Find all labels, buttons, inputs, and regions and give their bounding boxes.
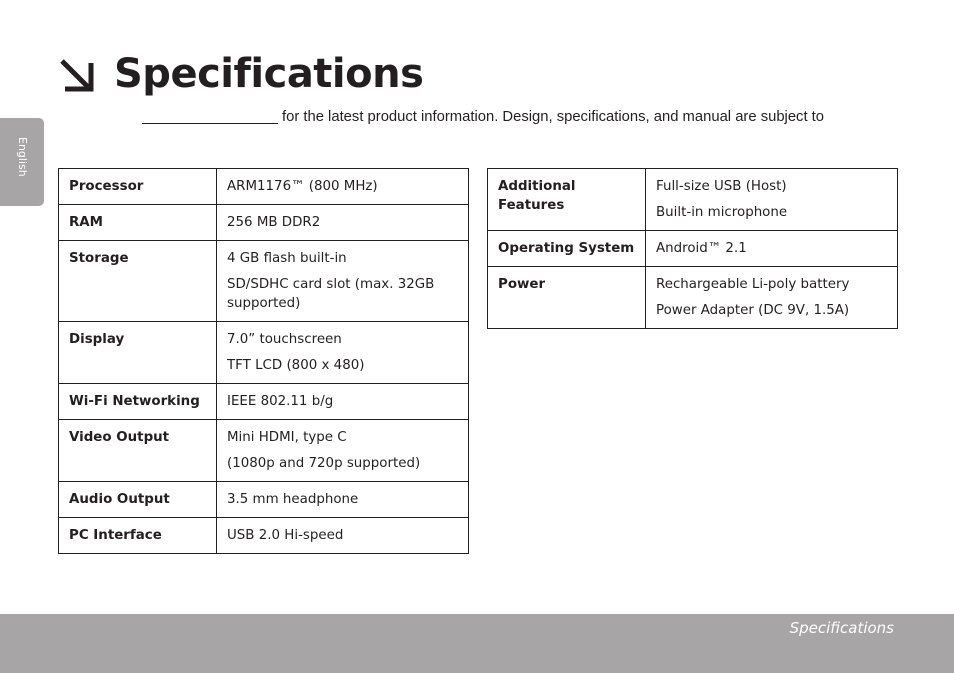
blank-underline (142, 123, 278, 124)
spec-value-line: Full-size USB (Host) (656, 179, 787, 194)
spec-row (488, 267, 898, 329)
spec-value-line: 7.0” touchscreen (227, 332, 342, 347)
spec-label: Power (488, 267, 646, 329)
spec-value-line: USB 2.0 Hi-speed (227, 528, 344, 543)
spec-value-line: ARM1176™ (800 MHz) (227, 179, 378, 194)
spec-label: Video Output (59, 420, 217, 482)
spec-value (217, 518, 469, 554)
spec-row (59, 518, 469, 554)
spec-row (59, 241, 469, 322)
spec-value-line: Mini HDMI, type C (227, 430, 347, 445)
spec-label: Audio Output (59, 482, 217, 518)
spec-row (59, 420, 469, 482)
footer-section-label: Specifications (789, 619, 894, 637)
spec-value (646, 267, 898, 329)
spec-label: Storage (59, 241, 217, 322)
spec-label: Operating System (488, 231, 646, 267)
spec-table-left (58, 168, 469, 554)
spec-value (217, 205, 469, 241)
spec-value (217, 420, 469, 482)
spec-row (59, 205, 469, 241)
language-side-tab (0, 118, 44, 206)
spec-value (217, 384, 469, 420)
spec-row (59, 384, 469, 420)
spec-value-line: 3.5 mm headphone (227, 492, 359, 507)
spec-value-line: TFT LCD (800 x 480) (227, 358, 365, 373)
spec-value-line: 256 MB DDR2 (227, 215, 321, 230)
spec-value (646, 169, 898, 231)
spec-row (59, 482, 469, 518)
spec-value (646, 231, 898, 267)
spec-label: Processor (59, 169, 217, 205)
spec-label: RAM (59, 205, 217, 241)
spec-label: Additional Features (488, 169, 646, 231)
spec-row (488, 169, 898, 231)
spec-value-line: Built-in microphone (656, 205, 788, 220)
spec-value (217, 322, 469, 384)
spec-row (59, 169, 469, 205)
spec-label: Wi-Fi Networking (59, 384, 217, 420)
side-tab-label: English (16, 137, 29, 177)
spec-value-line: 4 GB flash built-in (227, 251, 347, 266)
spec-label: PC Interface (59, 518, 217, 554)
spec-value-line: Android™ 2.1 (656, 241, 747, 256)
spec-row (59, 322, 469, 384)
spec-row (488, 231, 898, 267)
spec-value-line: Rechargeable Li-poly battery (656, 277, 850, 292)
spec-value (217, 482, 469, 518)
spec-value (217, 169, 469, 205)
page-title: Specifications (114, 51, 424, 97)
spec-table-right (487, 168, 898, 329)
spec-label: Display (59, 322, 217, 384)
spec-value-line: Power Adapter (DC 9V, 1.5A) (656, 303, 850, 318)
spec-value-line: (1080p and 720p supported) (227, 456, 421, 471)
spec-value-line: SD/SDHC card slot (max. 32GB supported) (227, 277, 435, 311)
intro-text: for the latest product information. Design, specifications, and manual are subject to (282, 109, 825, 125)
spec-value (217, 241, 469, 322)
arrow-down-right-icon (58, 56, 96, 94)
footer-bar (0, 614, 954, 673)
spec-value-line: IEEE 802.11 b/g (227, 394, 334, 409)
